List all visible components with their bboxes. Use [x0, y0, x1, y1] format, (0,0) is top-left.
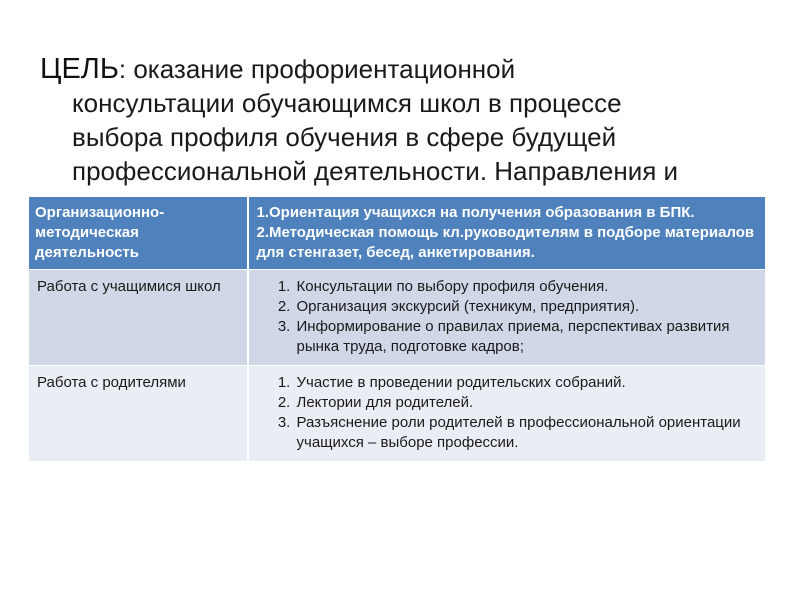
direction-cell: Работа с учащимися школ	[29, 270, 248, 366]
goal-label: ЦЕЛЬ	[40, 53, 119, 85]
header-items-cell	[248, 197, 766, 270]
list-item: 3. Разъяснение роли родителей в профессиональной ориентации учащихся – выборе профессии.	[295, 413, 758, 453]
table-row	[29, 270, 766, 366]
header-item: 2.Методическая помощь кл.руководителям в подборе материалов для стенгазет, бесед, анкетирования.	[256, 224, 755, 261]
list-item: 2. Лектории для родителей.	[295, 393, 758, 413]
items-cell	[248, 366, 766, 462]
items-cell	[248, 270, 766, 366]
header-item: 1.Ориентация учащихся на получения образования в БПК.	[256, 204, 695, 221]
directions-table	[28, 196, 766, 462]
goal-line-1: оказание профориентационной	[126, 54, 516, 84]
list-item: 1. Участие в проведении родительских собраний.	[295, 373, 758, 393]
goal-statement	[40, 52, 760, 188]
goal-colon: :	[118, 54, 127, 84]
list-item: 2. Организация экскурсий (техникум, предприятия).	[295, 297, 758, 317]
header-direction-cell: Организационно-методическая деятельность	[29, 197, 248, 270]
table-row	[29, 366, 766, 462]
items-list	[257, 277, 758, 357]
goal-line-3: выбора профиля обучения в сфере будущей	[72, 122, 617, 152]
direction-cell: Работа с родителями	[29, 366, 248, 462]
table-header-row	[29, 197, 766, 270]
items-list	[257, 373, 758, 453]
list-item: 1. Консультации по выбору профиля обучения.	[295, 277, 758, 297]
goal-line-4: профессиональной деятельности. Направления и	[72, 156, 679, 186]
list-item: 3. Информирование о правилах приема, перспективах развития рынка труда, подготовке кадров;	[295, 317, 758, 357]
goal-first-line	[40, 52, 760, 86]
goal-line-2: консультации обучающимся школ в процессе	[72, 88, 622, 118]
